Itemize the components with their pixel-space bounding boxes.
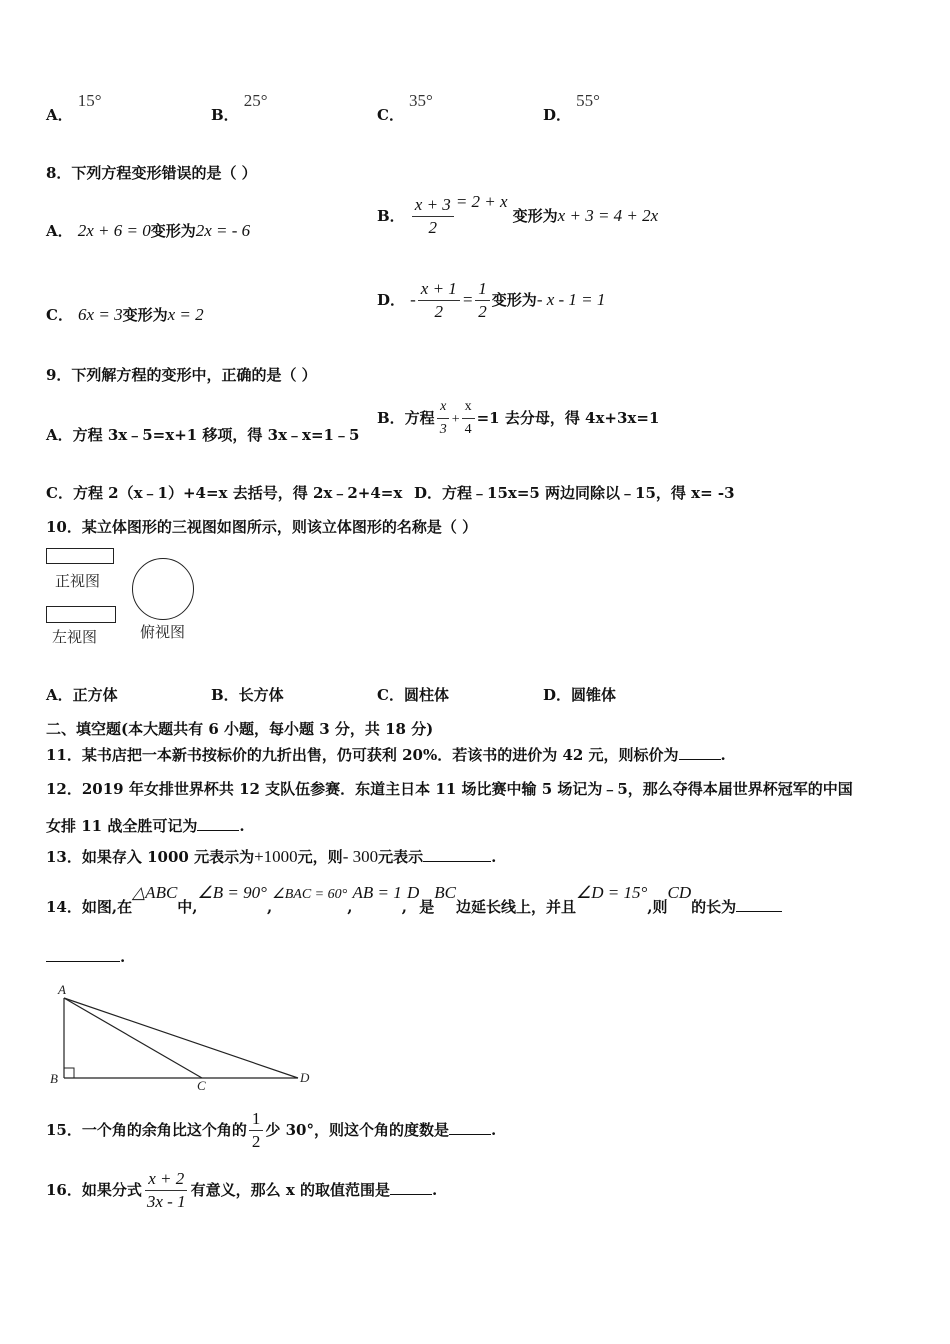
q14-line2: . bbox=[46, 947, 125, 966]
q10-option-a: A．正方体 bbox=[46, 686, 118, 704]
q15-fraction: $\frac{1}{2}$ bbox=[249, 1110, 264, 1151]
q8-stem: 8．下列方程变形错误的是（ ） bbox=[46, 164, 257, 182]
right-angle-mark bbox=[64, 1068, 74, 1078]
q10-option-b: B．长方体 bbox=[211, 686, 284, 704]
triangle-figure bbox=[44, 982, 324, 1092]
answer-blank bbox=[197, 816, 239, 831]
q9-stem: 9．下列解方程的变形中，正确的是（ ） bbox=[46, 366, 317, 384]
point-d-label: D bbox=[300, 1070, 310, 1085]
q9-b-fraction-1: $\frac{x}{3}$ bbox=[437, 398, 450, 439]
answer-blank bbox=[423, 847, 491, 862]
section-heading: 二、填空题(本大题共有 6 小题，每小题 3 分，共 18 分) bbox=[46, 720, 434, 738]
q9-b-fraction-2: $\frac{x}{4}$ bbox=[462, 398, 475, 439]
top-view-circle bbox=[132, 558, 194, 620]
q16-fraction: $\frac{x + 2}{3x - 1}$ bbox=[146, 1169, 186, 1211]
q10-option-d: D．圆锥体 bbox=[543, 686, 617, 704]
q15: 15．一个角的余角比这个角的 $\frac{1}{2}$ 少 30°，则这个角的度数是 . bbox=[46, 1109, 497, 1151]
q13: 13．如果存入 1000 元表示为+1000元，则- 300元表示 . bbox=[46, 847, 497, 866]
front-view-rect bbox=[46, 548, 114, 564]
q8-b-fraction: $\frac{x + 3}{2}$ bbox=[412, 196, 454, 237]
q7-option-b: B． 25° bbox=[211, 91, 268, 124]
q8-option-c: C． 6x = 3变形为x = 2 bbox=[46, 305, 204, 324]
q8-option-b: B． $\frac{x + 3}{2}$ = 2 + x 变形为x + 3 = 4 + 2x bbox=[377, 192, 659, 237]
point-c-label: C bbox=[197, 1078, 206, 1092]
q9-option-c: C．方程 2（x﹣1）+4=x 去括号，得 2x﹣2+4=x bbox=[46, 484, 403, 502]
q9-option-d: D．方程﹣15x=5 两边同除以﹣15，得 x= -3 bbox=[414, 484, 735, 502]
q9-option-a: A．方程 3x﹣5=x+1 移项，得 3x﹣x=1﹣5 bbox=[46, 426, 360, 444]
q11: 11．某书店把一本新书按标价的九折出售，仍可获利 20%．若该书的进价为 42 元，则标价为 . bbox=[46, 746, 726, 764]
answer-blank bbox=[736, 897, 782, 912]
q8-d-fraction-right: $\frac{1}{2}$ bbox=[475, 280, 490, 321]
q16: 16．如果分式 $\frac{x + 2}{3x - 1}$ 有意义，那么 x 的取值范围是 . bbox=[46, 1169, 438, 1211]
q8-d-fraction-left: $\frac{x + 1}{2}$ bbox=[418, 280, 460, 321]
left-view-label: 左视图 bbox=[52, 628, 98, 646]
answer-blank bbox=[679, 745, 721, 760]
q10-option-c: C．圆柱体 bbox=[377, 686, 449, 704]
q8-option-a: A． 2x + 6 = 0变形为2x = - 6 bbox=[46, 221, 251, 240]
q12-line1: 12．2019 年女排世界杯共 12 支队伍参赛．东道主日本 11 场比赛中输 5 场记为﹣5，那么夺得本届世界杯冠军的中国 bbox=[46, 780, 853, 798]
top-view-label: 俯视图 bbox=[140, 623, 186, 641]
answer-blank bbox=[449, 1120, 491, 1135]
point-b-label: B bbox=[50, 1071, 58, 1086]
left-view-rect bbox=[46, 606, 116, 623]
answer-blank bbox=[390, 1180, 432, 1195]
front-view-label: 正视图 bbox=[55, 572, 101, 590]
q7-option-a: A． 15° bbox=[46, 91, 102, 124]
q14: 14．如图,在△ABC中,∠B = 90°,∠BAC = 60°,AB = 1,D是BC边延长线上，并且∠D = 15°,则CD的长为 bbox=[46, 882, 782, 903]
answer-blank bbox=[46, 947, 120, 962]
point-a-label: A bbox=[58, 982, 66, 997]
q9-option-b: B．方程 $\frac{x}{3}$ + $\frac{x}{4}$ =1 去分母，得 4x+3x=1 bbox=[377, 399, 660, 437]
q7-option-d: D． 55° bbox=[543, 91, 600, 124]
q8-option-d: D． - $\frac{x + 1}{2}$ = $\frac{1}{2}$ 变形为- x - 1 = 1 bbox=[377, 279, 606, 321]
q7-option-c: C． 35° bbox=[377, 91, 433, 124]
q12-line2: 女排 11 战全胜可记为 . bbox=[46, 817, 245, 835]
q10-stem: 10．某立体图形的三视图如图所示，则该立体图形的名称是（ ） bbox=[46, 518, 478, 536]
